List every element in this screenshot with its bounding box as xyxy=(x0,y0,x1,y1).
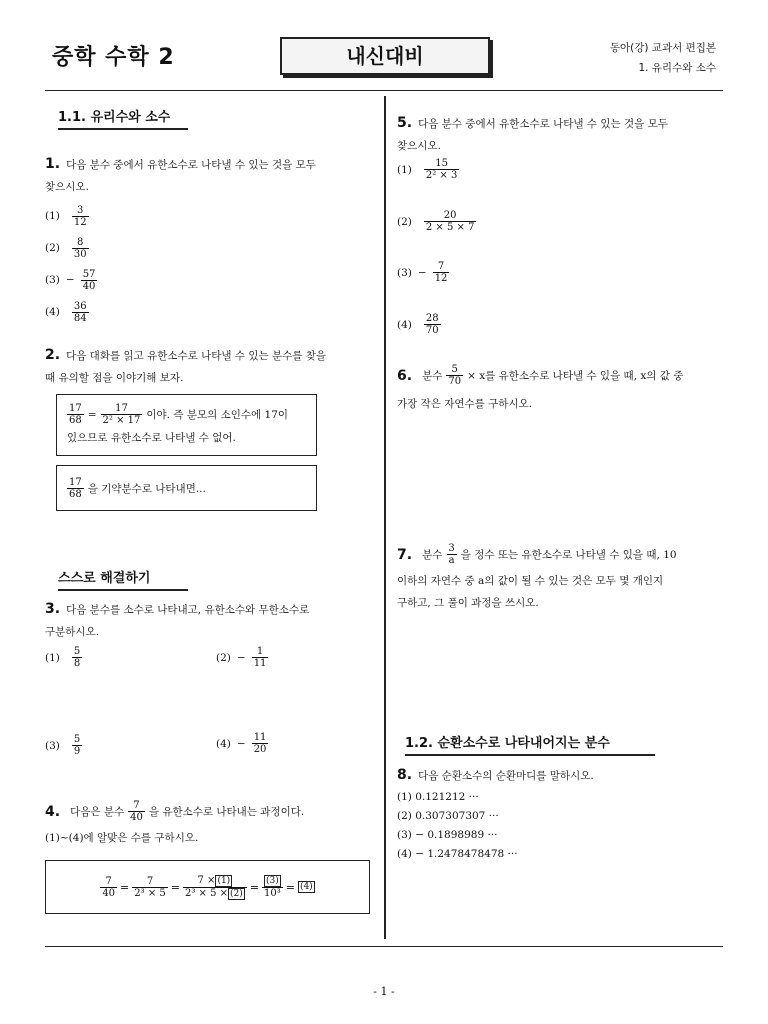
fraction xyxy=(67,477,84,500)
denominator: 12 xyxy=(434,273,448,284)
numerator xyxy=(196,875,235,887)
denominator: 70 xyxy=(425,325,439,336)
question-number: 7. xyxy=(397,546,413,563)
question-number: 2. xyxy=(45,347,61,363)
page-subject: 중학 수학 2 xyxy=(52,45,175,70)
question-number: 5. xyxy=(397,115,413,131)
q1-option-4 xyxy=(45,296,97,328)
option-label: (3) xyxy=(45,274,60,286)
fraction xyxy=(67,403,84,426)
q8-option-2 xyxy=(397,807,518,826)
q1-option-3 xyxy=(45,264,97,296)
q8-option-1 xyxy=(397,788,518,807)
question-text: × x를 유한소수로 나타낼 수 있을 때, x의 값 중 xyxy=(467,369,684,382)
option-label: (4) xyxy=(45,306,60,318)
dialog-text: 을 기약분수로 나타내면... xyxy=(87,482,206,495)
fraction xyxy=(72,734,82,757)
q5-option-3 xyxy=(397,261,449,284)
option-value: 0.307307307 ··· xyxy=(415,810,499,822)
fraction xyxy=(424,210,477,233)
q5-option-2 xyxy=(397,210,476,233)
header-divider xyxy=(45,90,723,91)
numerator: 8 xyxy=(77,236,84,248)
denominator: 10³ xyxy=(263,888,281,899)
question-text: 다음 분수를 소수로 나타내고, 유한소수와 무한소수로 xyxy=(66,604,310,616)
numerator: 5 xyxy=(73,646,81,657)
numerator: 28 xyxy=(425,313,439,324)
option-label: (1) xyxy=(45,651,60,664)
numerator: 15 xyxy=(435,158,448,169)
denominator: 84 xyxy=(73,312,87,324)
numerator: 17 xyxy=(69,403,82,414)
fraction xyxy=(252,646,269,669)
denominator: a xyxy=(448,555,455,566)
question-8 xyxy=(397,764,723,787)
dialog-text: 있으므로 유한소수로 나타낼 수 없어. xyxy=(67,432,236,444)
fraction xyxy=(72,205,89,228)
numerator: 36 xyxy=(73,300,87,312)
equals-sign: = xyxy=(87,408,97,421)
question-text: 찾으시오. xyxy=(397,140,441,152)
q8-option-4 xyxy=(397,845,518,864)
fraction xyxy=(446,364,463,387)
denominator: 20 xyxy=(253,744,267,755)
dialog-text: 이야. 즉 분모의 소인수에 17이 xyxy=(146,409,289,421)
option-label: (4) xyxy=(397,318,412,331)
fraction xyxy=(183,875,247,900)
question-text: (1)~(4)에 알맞은 수를 구하시오. xyxy=(45,832,199,844)
q5-option-1 xyxy=(397,158,459,181)
option-label: (4) xyxy=(397,848,412,860)
q1-option-2 xyxy=(45,232,97,264)
q3-option-1 xyxy=(45,646,82,669)
fraction xyxy=(252,732,269,755)
question-4 xyxy=(45,800,380,849)
option-value: − 0.1898989 ··· xyxy=(415,829,498,841)
denominator: 2 × 5 × 7 xyxy=(425,222,475,233)
denominator: 12 xyxy=(73,216,87,228)
denominator: 40 xyxy=(130,812,143,823)
fraction xyxy=(101,403,143,426)
sign: − xyxy=(236,737,246,750)
numerator: 17 xyxy=(69,476,82,488)
question-number: 8. xyxy=(397,767,413,783)
equals-sign: = xyxy=(285,880,295,894)
numerator: 3 xyxy=(77,204,84,216)
equation-box xyxy=(45,860,370,914)
q1-option-1 xyxy=(45,200,97,232)
denominator: 30 xyxy=(73,248,87,260)
q1-options xyxy=(45,200,97,328)
denominator: 40 xyxy=(82,280,96,292)
sign: − xyxy=(65,274,75,286)
dialog-box-2 xyxy=(56,465,317,511)
fraction xyxy=(72,237,89,260)
chapter-title: 1. 유리수와 소수 xyxy=(638,62,716,74)
question-text: 다음 분수 중에서 유한소수로 나타낼 수 있는 것을 모두 xyxy=(418,118,668,130)
question-text: 분수 xyxy=(422,548,443,561)
question-text: 때 유의할 점을 이야기해 보자. xyxy=(45,372,184,384)
footer-divider xyxy=(45,946,723,947)
question-text: 을 정수 또는 유한소수로 나타낼 수 있을 때, 10 xyxy=(460,548,677,561)
fraction xyxy=(128,800,145,823)
denominator: 2³ × 5 xyxy=(134,887,166,899)
numerator: 7 xyxy=(133,800,140,811)
option-value: − 1.2478478478 ··· xyxy=(415,848,518,860)
denominator: 40 xyxy=(102,887,116,899)
numerator: 5 xyxy=(451,364,458,375)
question-5 xyxy=(397,112,723,157)
question-text: 다음 대화를 읽고 유한소수로 나타낼 수 있는 분수를 찾을 xyxy=(66,350,327,362)
question-text: 다음 순환소수의 순환마디를 말하시오. xyxy=(418,770,594,782)
option-value: 0.121212 ··· xyxy=(415,791,479,803)
publisher-info xyxy=(610,38,716,78)
numerator: 7 xyxy=(105,875,112,887)
question-number: 4. xyxy=(45,803,61,820)
option-label: (1) xyxy=(397,791,412,803)
fraction xyxy=(100,876,117,899)
section-heading-1-1: 1.1. 유리수와 소수 xyxy=(58,106,188,130)
question-text: 가장 작은 자연수를 구하시오. xyxy=(397,398,533,410)
exam-badge: 내신대비 xyxy=(280,37,490,75)
question-2 xyxy=(45,344,375,389)
question-text: 이하의 자연수 중 a의 값이 될 수 있는 것은 모두 몇 개인지 xyxy=(397,575,664,587)
blank-4: (4) xyxy=(299,882,313,892)
question-7 xyxy=(397,543,723,614)
question-text: 을 유한소수로 나타내는 과정이다. xyxy=(148,805,305,818)
question-text: 찾으시오. xyxy=(45,181,89,193)
blank-3: (3) xyxy=(265,876,279,886)
option-label: (3) xyxy=(397,266,412,279)
fraction xyxy=(262,875,283,899)
denominator: 68 xyxy=(69,415,82,426)
question-1 xyxy=(45,153,375,198)
question-text: 구분하시오. xyxy=(45,626,100,638)
question-text: 구하고, 그 풀이 과정을 쓰시오. xyxy=(397,597,539,609)
sign: − xyxy=(417,266,427,279)
numerator: 20 xyxy=(443,210,457,221)
fraction xyxy=(424,158,459,181)
fraction xyxy=(72,301,89,324)
column-divider xyxy=(384,96,386,939)
denominator-text: 2³ × 5 × xyxy=(184,887,228,899)
option-label: (3) xyxy=(45,739,60,752)
q5-option-4 xyxy=(397,313,441,336)
numerator: 57 xyxy=(82,268,96,280)
numerator: 5 xyxy=(73,734,81,745)
question-text: 분수 xyxy=(422,369,443,382)
option-label: (4) xyxy=(216,737,231,750)
question-text: 다음은 분수 xyxy=(70,805,125,818)
fraction xyxy=(132,876,167,899)
question-3 xyxy=(45,598,375,643)
q8-option-3 xyxy=(397,826,518,845)
denominator: 2² × 17 xyxy=(102,415,141,426)
numerator: 3 xyxy=(448,543,455,554)
dialog-box-1 xyxy=(56,394,317,456)
option-label: (2) xyxy=(45,242,60,254)
fraction xyxy=(424,313,441,336)
option-label: (1) xyxy=(397,163,412,176)
fraction xyxy=(81,269,98,292)
numerator xyxy=(262,875,283,887)
publisher: 동아(강) 교과서 편집본 xyxy=(609,42,716,54)
numerator: 11 xyxy=(253,732,267,743)
question-number: 6. xyxy=(397,367,413,384)
denominator: 9 xyxy=(73,746,81,757)
option-label: (2) xyxy=(397,810,412,822)
denominator: 70 xyxy=(448,376,462,387)
numerator-text: 7 × xyxy=(197,874,216,886)
fraction xyxy=(446,543,456,566)
numerator: 7 xyxy=(146,875,154,887)
numerator: 17 xyxy=(115,403,128,414)
denominator: 2² × 3 xyxy=(425,170,458,181)
question-6 xyxy=(397,364,723,415)
numerator: 7 xyxy=(437,261,445,272)
blank-1: (1) xyxy=(217,875,231,886)
fraction xyxy=(72,646,82,669)
page-number: - 1 - xyxy=(373,985,395,998)
denominator: 11 xyxy=(253,658,267,669)
option-label: (1) xyxy=(45,210,60,222)
equals-sign: = xyxy=(170,880,180,894)
denominator xyxy=(183,887,247,900)
question-number: 3. xyxy=(45,601,61,617)
fraction xyxy=(433,261,450,284)
question-text: 다음 분수 중에서 유한소수로 나타낼 수 있는 것을 모두 xyxy=(66,159,316,171)
blank-2: (2) xyxy=(230,888,243,899)
equals-sign: = xyxy=(120,880,130,894)
section-heading-1-2: 1.2. 순환소수로 나타내어지는 분수 xyxy=(405,732,655,756)
option-label: (2) xyxy=(216,651,231,664)
q3-option-4 xyxy=(216,732,268,755)
option-label: (2) xyxy=(397,215,412,228)
q8-options xyxy=(397,788,518,864)
numerator: 1 xyxy=(256,646,264,657)
section-heading-self: 스스로 해결하기 xyxy=(58,567,188,591)
denominator: 8 xyxy=(73,658,81,669)
equals-sign: = xyxy=(249,880,259,894)
option-label: (3) xyxy=(397,829,412,841)
denominator: 68 xyxy=(69,488,82,500)
question-number: 1. xyxy=(45,156,61,172)
sign: − xyxy=(236,651,246,664)
q3-option-3 xyxy=(45,734,82,757)
q3-option-2 xyxy=(216,646,268,669)
